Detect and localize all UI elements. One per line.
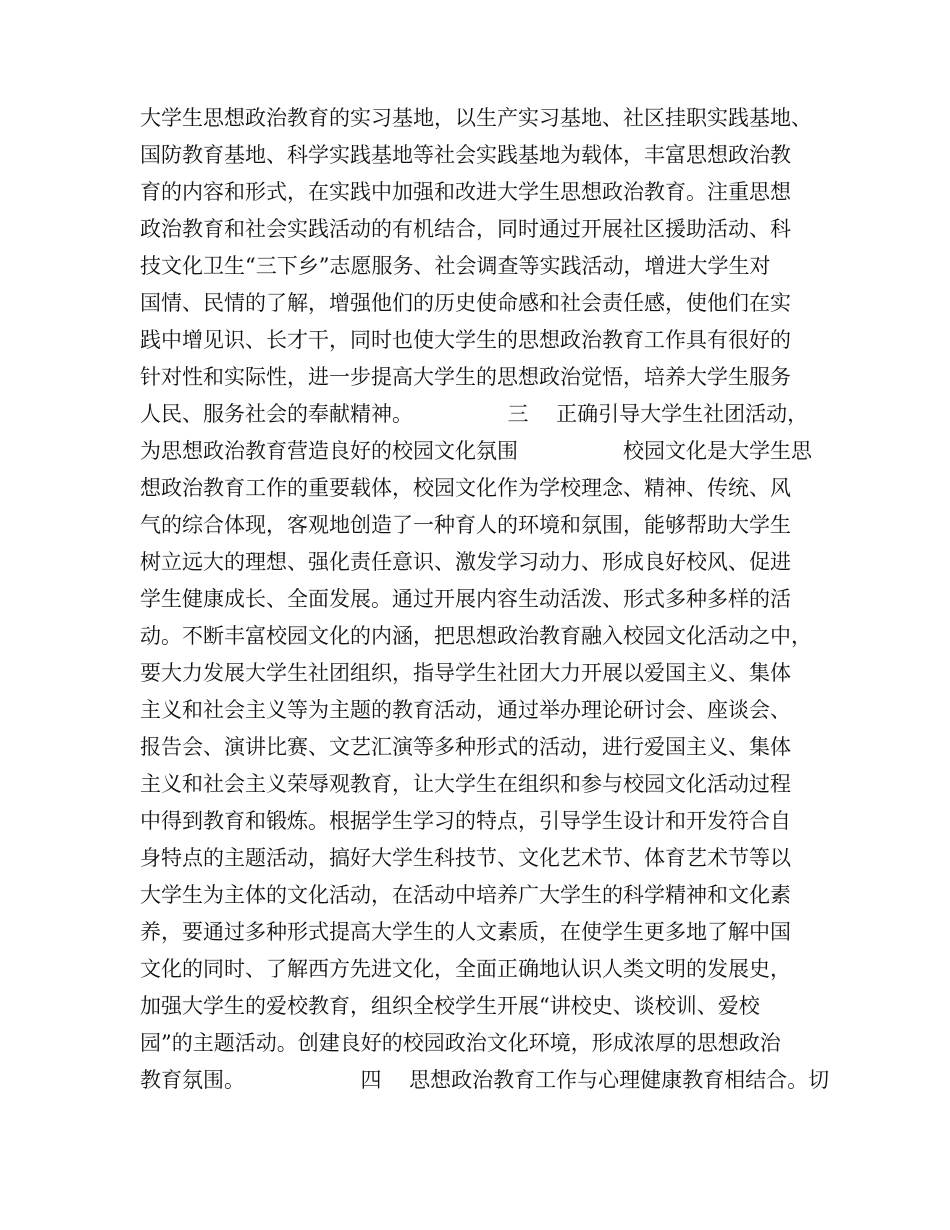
text-line: 针对性和实际性，进一步提高大学生的思想政治觉悟，培养大学生服务 (140, 365, 791, 389)
text-line: 加强大学生的爱校教育，组织全校学生开展“讲校史、谈校训、爱校 (140, 994, 760, 1018)
text-line: 主义和社会主义荣辱观教育，让大学生在组织和参与校园文化活动过程 (140, 772, 791, 796)
text-line: 政治教育和社会实践活动的有机结合，同时通过开展社区援助活动、科 (140, 217, 791, 241)
text-line: 大学生思想政治教育的实习基地，以生产实习基地、社区挂职实践基地、 (140, 106, 812, 130)
document-body (140, 100, 840, 1099)
text-line: 育的内容和形式，在实践中加强和改进大学生思想政治教育。注重思想 (140, 180, 791, 204)
text-line: 树立远大的理想、强化责任意识、激发学习动力、形成良好校风、促进 (140, 550, 791, 574)
text-line: 要大力发展大学生社团组织，指导学生社团大力开展以爱国主义、集体 (140, 661, 791, 685)
text-line: 气的综合体现，客观地创造了一种育人的环境和氛围，能够帮助大学生 (140, 513, 791, 537)
text-line: 践中增见识、长才干，同时也使大学生的思想政治教育工作具有很好的 (140, 328, 791, 352)
text-line: 主义和社会主义等为主题的教育活动，通过举办理论研讨会、座谈会、 (140, 698, 791, 722)
text-line: 大学生为主体的文化活动，在活动中培养广大学生的科学精神和文化素 (140, 883, 791, 907)
text-line: 国情、民情的了解，增强他们的历史使命感和社会责任感，使他们在实 (140, 291, 791, 315)
text-line: 养，要通过多种形式提高大学生的人文素质，在使学生更多地了解中国 (140, 920, 791, 944)
text-line: 技文化卫生“三下乡”志愿服务、社会调查等实践活动，增进大学生对 (140, 254, 771, 278)
text-line: 国防教育基地、科学实践基地等社会实践基地为载体，丰富思想政治教 (140, 143, 791, 167)
text-line: 文化的同时、了解西方先进文化，全面正确地认识人类文明的发展史， (140, 957, 791, 981)
text-line: 报告会、演讲比赛、文艺汇演等多种形式的活动，进行爱国主义、集体 (140, 735, 791, 759)
text-line: 人民、服务社会的奉献精神。 三 正确引导大学生社团活动， (140, 402, 809, 426)
text-line: 园”的主题活动。创建良好的校园政治文化环境，形成浓厚的思想政治 (140, 1031, 781, 1055)
text-line: 中得到教育和锻炼。根据学生学习的特点，引导学生设计和开发符合自 (140, 809, 791, 833)
text-line: 学生健康成长、全面发展。通过开展内容生动活泼、形式多种多样的活 (140, 587, 791, 611)
text-line: 身特点的主题活动，搞好大学生科技节、文化艺术节、体育艺术节等以 (140, 846, 791, 870)
text-line: 动。不断丰富校园文化的内涵，把思想政治教育融入校园文化活动之中， (140, 624, 812, 648)
text-line: 教育氛围。 四 思想政治教育工作与心理健康教育相结合。切 (140, 1068, 830, 1092)
text-line: 想政治教育工作的重要载体，校园文化作为学校理念、精神、传统、风 (140, 476, 791, 500)
text-line: 为思想政治教育营造良好的校园文化氛围 校园文化是大学生思 (140, 439, 812, 463)
